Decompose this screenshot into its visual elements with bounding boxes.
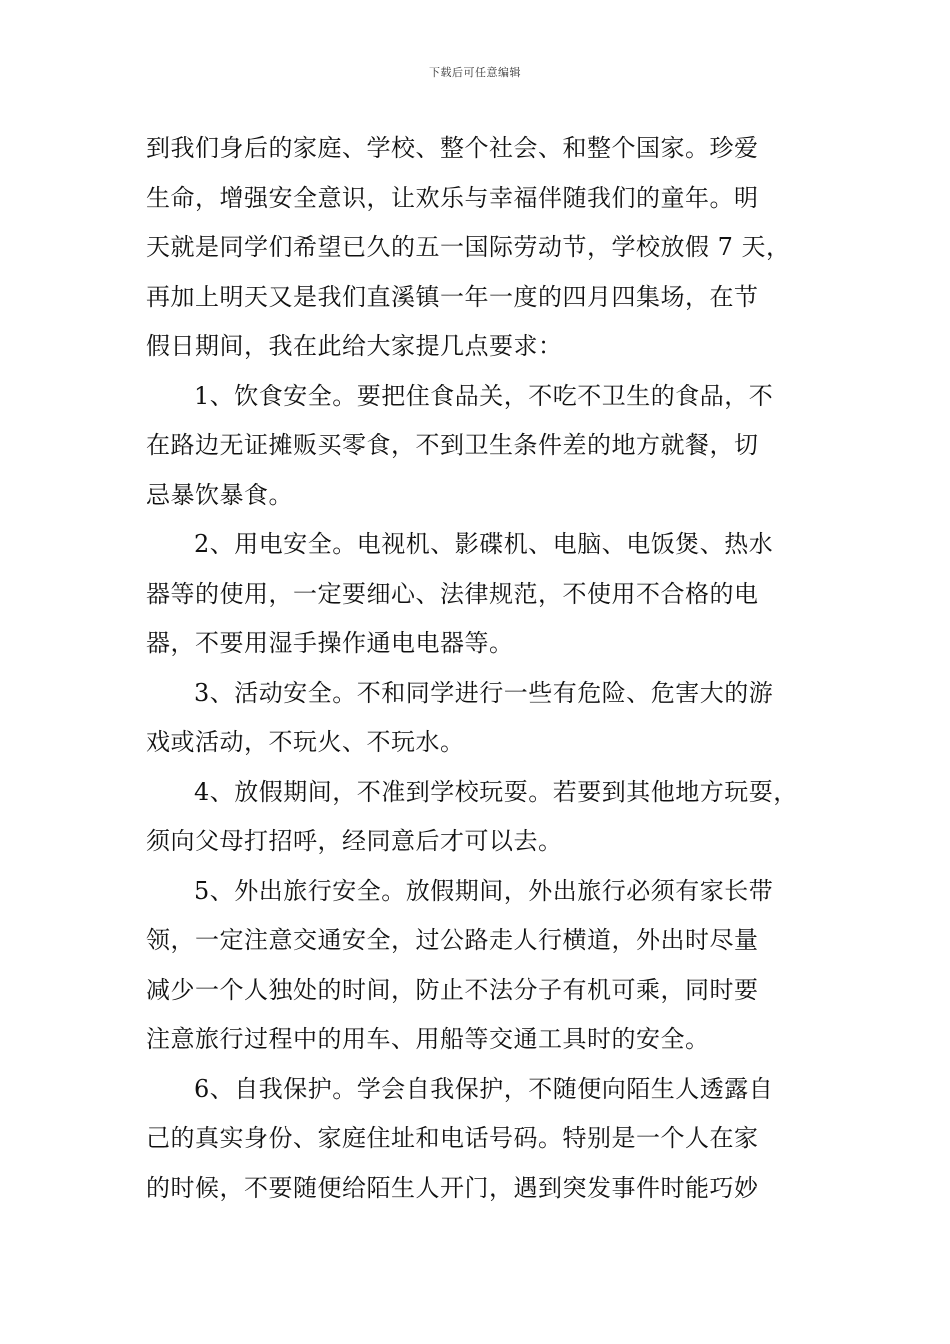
page-header: 下载后可任意编辑 — [429, 66, 521, 79]
text-line: 到我们身后的家庭、学校、整个社会、和整个国家。珍爱 — [146, 134, 759, 162]
text-line: 领，一定注意交通安全，过公路走人行横道，外出时尽量 — [146, 926, 759, 954]
text-line: 天就是同学们希望已久的五一国际劳动节，学校放假 7 天， — [146, 233, 791, 261]
text-line: 假日期间，我在此给大家提几点要求： — [146, 332, 563, 360]
paragraph-first-line: 2、用电安全。电视机、影碟机、电脑、电饭煲、热水 — [194, 530, 774, 558]
text-line: 注意旅行过程中的用车、用船等交通工具时的安全。 — [146, 1025, 710, 1053]
paragraph-first-line: 1、饮食安全。要把住食品关，不吃不卫生的食品，不 — [194, 381, 774, 410]
paragraph-first-line: 3、活动安全。不和同学进行一些有危险、危害大的游 — [194, 678, 774, 707]
text-line: 己的真实身份、家庭住址和电话号码。特别是一个人在家 — [146, 1124, 759, 1152]
paragraph-first-line: 5、外出旅行安全。放假期间，外出旅行必须有家长带 — [194, 876, 774, 905]
text-line: 生命，增强安全意识，让欢乐与幸福伴随我们的童年。明 — [146, 183, 759, 212]
text-line: 再加上明天又是我们直溪镇一年一度的四月四集场，在节 — [146, 282, 759, 311]
text-line: 在路边无证摊贩买零食，不到卫生条件差的地方就餐，切 — [146, 431, 759, 459]
paragraph-first-line: 4、放假期间，不准到学校玩耍。若要到其他地方玩耍， — [194, 777, 798, 806]
text-line: 戏或活动，不玩火、不玩水。 — [146, 728, 465, 756]
document-body — [146, 124, 816, 1213]
text-line: 忌暴饮暴食。 — [146, 480, 293, 509]
text-line: 须向父母打招呼，经同意后才可以去。 — [146, 827, 563, 855]
text-line: 的时候，不要随便给陌生人开门，遇到突发事件时能巧妙 — [146, 1173, 759, 1202]
text-line: 减少一个人独处的时间，防止不法分子有机可乘，同时要 — [146, 975, 759, 1004]
text-line: 器等的使用，一定要细心、法律规范，不使用不合格的电 — [146, 579, 759, 608]
paragraph-first-line: 6、自我保护。学会自我保护，不随便向陌生人透露自 — [194, 1074, 774, 1103]
text-line: 器，不要用湿手操作通电电器等。 — [146, 629, 514, 657]
